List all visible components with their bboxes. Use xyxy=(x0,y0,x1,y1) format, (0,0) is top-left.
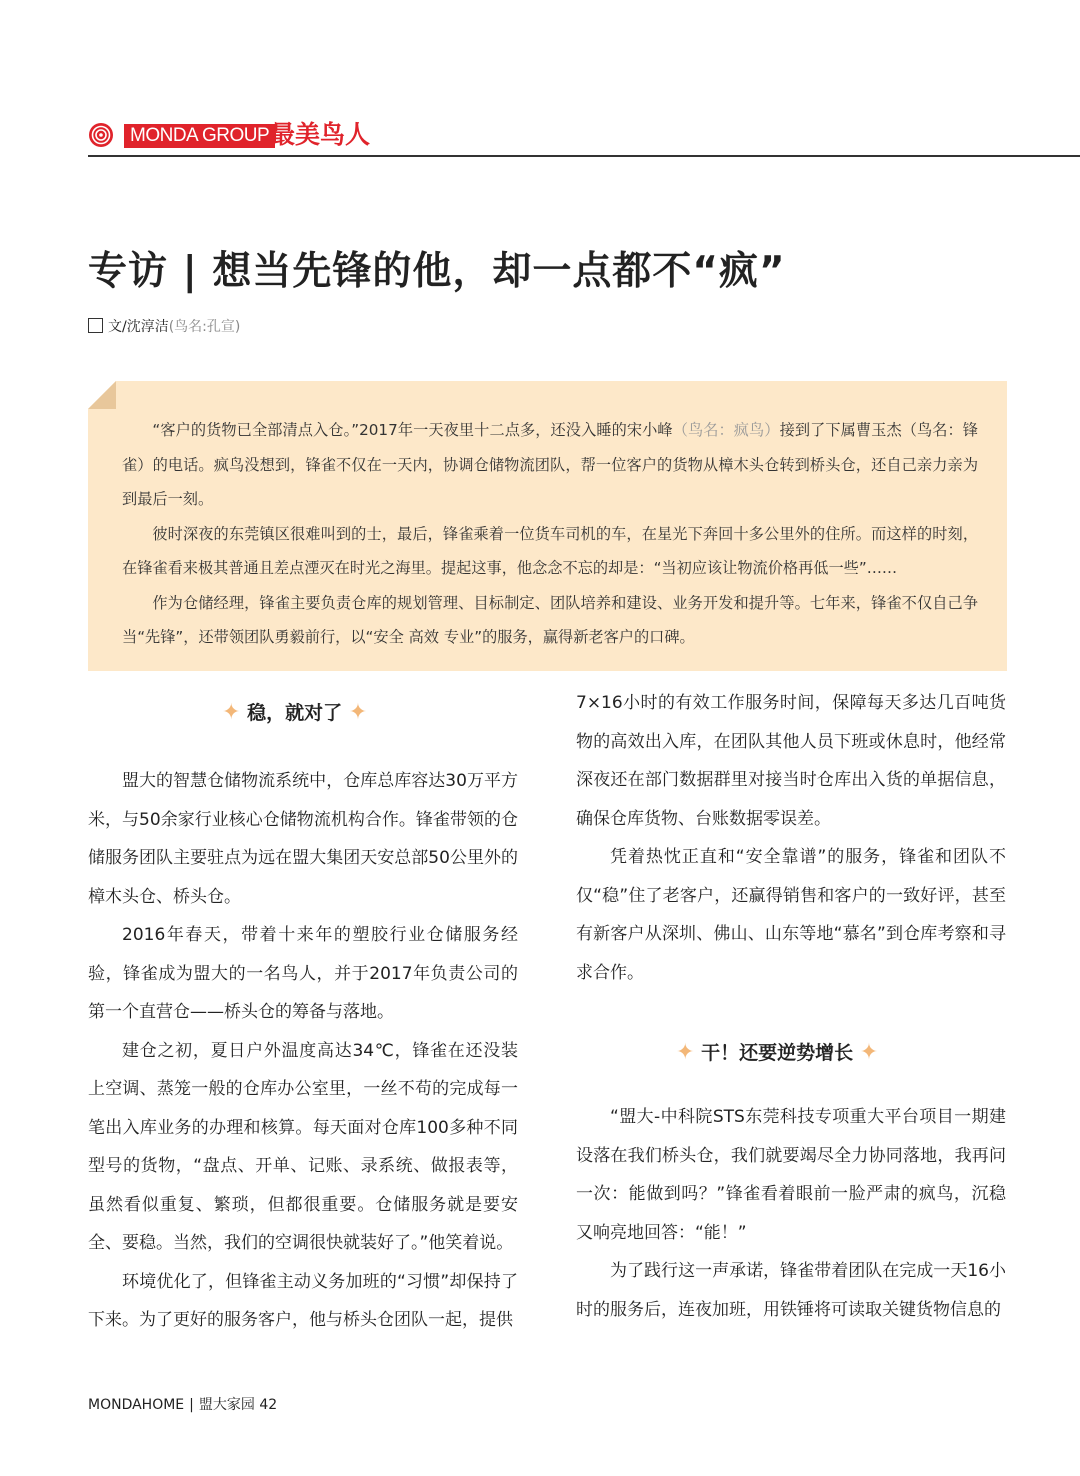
brand-label: MONDA GROUP xyxy=(124,124,275,148)
body-paragraph: 2016年春天，带着十来年的塑胶行业仓储服务经验，锋雀成为盟大的一名鸟人，并于2017年负责公司的第一个直营仓——桥头仓的筹备与落地。 xyxy=(88,925,518,1022)
page-footer xyxy=(88,1395,277,1415)
article-title: 专访 | 想当先锋的他，却一点都不“疯” xyxy=(88,249,786,294)
intro-p1-part2: 接到了下属曹玉杰（鸟名：锋雀）的电话。疯鸟没想到，锋雀不仅在一天内，协调仓储物流团队，帮一位客户的货物从樟木头仓转到桥头仓，还自己亲力亲为到最后一刻。 xyxy=(122,421,978,508)
section1-heading xyxy=(222,698,367,728)
body-paragraph: 凭着热忱正直和“安全靠谱”的服务，锋雀和团队不仅“稳”住了老客户，还赢得销售和客户的一致好评，甚至有新客户从深圳、佛山、山东等地“慕名”到仓库考察和寻求合作。 xyxy=(576,847,1006,983)
body-paragraph-continued: 7×16小时的有效工作服务时间，保障每天多达几百吨货物的高效出入库，在团队其他人员下班或休息时，他经常深夜还在部门数据群里对接当时仓库出入货的单据信息，确保仓库货物、台账数据零误差。 xyxy=(576,693,1006,829)
byline-author: 文/沈淳洁 xyxy=(108,319,169,335)
footer-magazine-cn: 盟大家园 xyxy=(198,1397,255,1413)
body-paragraph: 建仓之初，夏日户外温度高达34℃，锋雀在还没装上空调、蒸笼一般的仓库办公室里，一丝不苟的完成每一笔出入库业务的办理和核算。每天面对仓库100多种不同型号的货物，“盘点、开单、记账、录系统、做报表等，虽然看似重复、繁琐，但都很重要。仓储服务就是要安全、要稳。当然，我们的空调很快就装好了。”他笑着说。 xyxy=(88,1040,518,1253)
right-column-section2 xyxy=(576,1098,1006,1329)
sparkle-icon: ✦ xyxy=(222,700,241,725)
section-name: 最美鸟人 xyxy=(270,120,371,149)
intro-paragraph: 作为仓储经理，锋雀主要负责仓库的规划管理、目标制定、团队培养和建设、业务开发和提升等。七年来，锋雀不仅自己争当“先锋”，还带领团队勇毅前行，以“安全 高效 专业”的服务，赢得新老客户的口碑。 xyxy=(122,593,978,646)
body-paragraph: 为了践行这一声承诺，锋雀带着团队在完成一天16小时的服务后，连夜加班，用铁锤将可读取关键货物信息的 xyxy=(576,1261,1006,1320)
section1-heading-text: 稳，就对了 xyxy=(247,702,343,724)
byline xyxy=(88,318,240,336)
footer-separator: | xyxy=(189,1397,194,1413)
intro-p1-alias: （鸟名：疯鸟） xyxy=(672,421,780,439)
square-icon xyxy=(88,318,103,333)
folded-corner-shadow xyxy=(88,381,116,409)
header-divider xyxy=(88,155,1080,157)
right-column xyxy=(576,684,1006,992)
body-paragraph: 环境优化了，但锋雀主动义务加班的“习惯”却保持了下来。为了更好的服务客户，他与桥头仓团队一起，提供 xyxy=(88,1271,518,1330)
sparkle-icon: ✦ xyxy=(859,1040,879,1065)
sparkle-icon: ✦ xyxy=(348,700,368,725)
byline-alias: (鸟名:孔宣) xyxy=(168,319,241,335)
intro-paragraph xyxy=(122,413,978,517)
intro-paragraph: 彼时深夜的东莞镇区很难叫到的士，最后，锋雀乘着一位货车司机的车，在星光下奔回十多公里外的住所。而这样的时刻，在锋雀看来极其普通且差点湮灭在时光之海里。提起这事，他念念不忘的却是：“当初应该让物流价格再低一些”…… xyxy=(122,524,978,577)
intro-box xyxy=(88,381,1007,671)
monda-logo-icon xyxy=(88,122,114,148)
intro-p1-part1: “客户的货物已全部清点入仓。”2017年一天夜里十二点多，还没入睡的宋小峰 xyxy=(152,421,673,439)
section2-heading-text: 干！还要逆势增长 xyxy=(701,1042,854,1064)
left-column xyxy=(88,762,518,1340)
body-paragraph: “盟大-中科院STS东莞科技专项重大平台项目一期建设落在我们桥头仓，我们就要竭尽全力协同落地，我再问一次：能做到吗？”锋雀看着眼前一脸严肃的疯鸟，沉稳又响亮地回答：“能！” xyxy=(576,1107,1006,1243)
page-number: 42 xyxy=(259,1397,278,1413)
section2-heading xyxy=(676,1038,878,1068)
body-paragraph: 盟大的智慧仓储物流系统中，仓库总库容达30万平方米，与50余家行业核心仓储物流机构合作。锋雀带领的仓储服务团队主要驻点为远在盟大集团天安总部50公里外的樟木头仓、桥头仓。 xyxy=(88,771,518,907)
page-header xyxy=(88,118,1080,158)
footer-magazine: MONDAHOME xyxy=(88,1397,185,1413)
sparkle-icon: ✦ xyxy=(676,1040,695,1065)
intro-text xyxy=(122,413,978,655)
